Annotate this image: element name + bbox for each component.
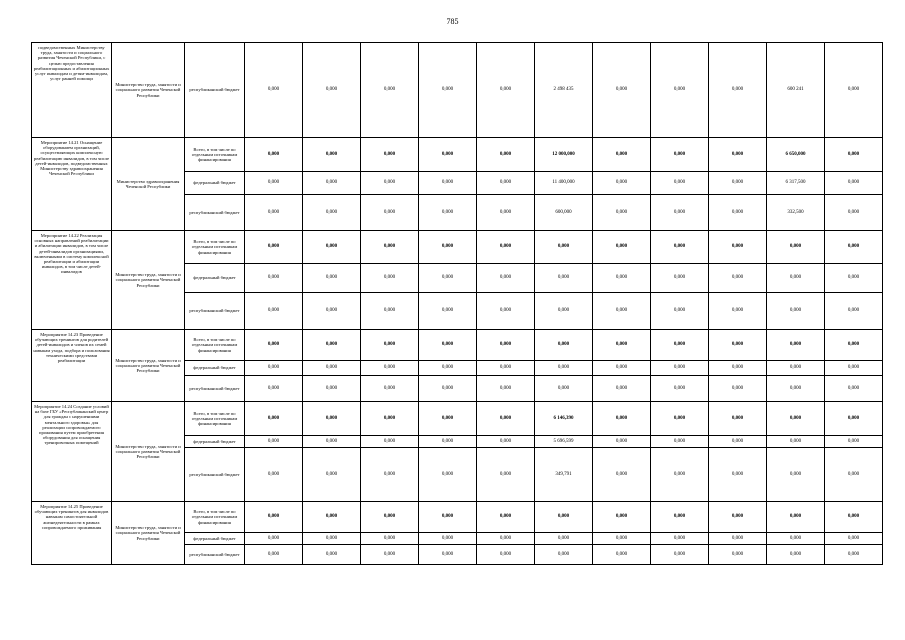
table-row (32, 402, 883, 436)
amount-cell: 600 241 (767, 43, 825, 138)
funding-source: республиканский бюджет (185, 448, 245, 502)
amount-cell: 0,000 (419, 533, 477, 545)
executor: Министерство труда, занятости и социального развития Чеченской Республики (112, 330, 185, 402)
amount-cell: 0,000 (245, 138, 303, 172)
funding-source: республиканский бюджет (185, 545, 245, 565)
amount-cell: 0,000 (593, 195, 651, 231)
amount-cell: 0,000 (245, 545, 303, 565)
funding-source: республиканский бюджет (185, 43, 245, 138)
funding-source: республиканский бюджет (185, 376, 245, 402)
amount-cell: 0,000 (593, 361, 651, 376)
amount-cell: 0,000 (303, 436, 361, 448)
amount-cell: 0,000 (361, 436, 419, 448)
amount-cell: 0,000 (419, 195, 477, 231)
amount-cell: 0,000 (709, 361, 767, 376)
amount-cell: 0,000 (709, 402, 767, 436)
amount-cell: 0,000 (361, 376, 419, 402)
executor: Министерство труда, занятости и социального развития Чеченской Республики (112, 502, 185, 565)
budget-table (31, 42, 883, 565)
funding-source: Всего, в том числе по отдельным источникам финансирования (185, 402, 245, 436)
table-row (32, 43, 883, 138)
amount-cell: 0,000 (825, 138, 883, 172)
amount-cell: 0,000 (767, 361, 825, 376)
amount-cell: 0,000 (419, 402, 477, 436)
amount-cell: 0,000 (825, 172, 883, 195)
amount-cell: 0,000 (245, 361, 303, 376)
amount-cell: 0,000 (477, 545, 535, 565)
amount-cell: 0,000 (477, 502, 535, 533)
amount-cell: 11 400,000 (535, 172, 593, 195)
amount-cell: 0,000 (593, 293, 651, 330)
amount-cell: 5 696,599 (535, 436, 593, 448)
amount-cell: 0,000 (303, 533, 361, 545)
amount-cell: 0,000 (593, 436, 651, 448)
amount-cell: 0,000 (535, 545, 593, 565)
amount-cell: 0,000 (303, 502, 361, 533)
amount-cell: 0,000 (767, 533, 825, 545)
amount-cell: 0,000 (419, 264, 477, 293)
amount-cell: 0,000 (361, 138, 419, 172)
amount-cell: 0,000 (651, 436, 709, 448)
amount-cell: 0,000 (651, 402, 709, 436)
amount-cell: 0,000 (245, 293, 303, 330)
amount-cell: 2 498 435 (535, 43, 593, 138)
table-row (32, 330, 883, 361)
amount-cell: 0,000 (245, 402, 303, 436)
amount-cell: 0,000 (477, 264, 535, 293)
amount-cell: 0,000 (651, 43, 709, 138)
amount-cell: 0,000 (709, 545, 767, 565)
amount-cell: 0,000 (535, 502, 593, 533)
amount-cell: 0,000 (477, 376, 535, 402)
amount-cell: 0,000 (361, 264, 419, 293)
amount-cell: 0,000 (477, 293, 535, 330)
amount-cell: 6 650,000 (767, 138, 825, 172)
amount-cell: 0,000 (593, 330, 651, 361)
amount-cell: 0,000 (709, 195, 767, 231)
amount-cell: 0,000 (651, 264, 709, 293)
amount-cell: 0,000 (245, 231, 303, 264)
table-row (32, 502, 883, 533)
amount-cell: 0,000 (825, 533, 883, 545)
amount-cell: 0,000 (767, 502, 825, 533)
amount-cell: 0,000 (651, 545, 709, 565)
amount-cell: 0,000 (419, 361, 477, 376)
amount-cell: 0,000 (825, 361, 883, 376)
amount-cell: 349,791 (535, 448, 593, 502)
amount-cell: 0,000 (419, 138, 477, 172)
amount-cell: 0,000 (477, 361, 535, 376)
amount-cell: 0,000 (593, 231, 651, 264)
amount-cell: 0,000 (709, 264, 767, 293)
funding-source: республиканский бюджет (185, 195, 245, 231)
funding-source: Всего, в том числе по отдельным источникам финансирования (185, 330, 245, 361)
amount-cell: 0,000 (709, 448, 767, 502)
amount-cell: 0,000 (651, 195, 709, 231)
amount-cell: 0,000 (419, 545, 477, 565)
amount-cell: 0,000 (245, 195, 303, 231)
amount-cell: 0,000 (651, 231, 709, 264)
amount-cell: 0,000 (825, 231, 883, 264)
amount-cell: 0,000 (651, 172, 709, 195)
amount-cell: 0,000 (651, 330, 709, 361)
amount-cell: 0,000 (825, 330, 883, 361)
amount-cell: 0,000 (709, 43, 767, 138)
amount-cell: 0,000 (593, 43, 651, 138)
amount-cell: 0,000 (245, 330, 303, 361)
amount-cell: 0,000 (535, 264, 593, 293)
amount-cell: 6 317,500 (767, 172, 825, 195)
event-name: Мероприятие 14.25 Проведение обучающих тренингов для инвалидов навыкам самостоятельной жизнедеятельности в рамках сопровождаемого проживания (32, 502, 112, 565)
amount-cell: 0,000 (303, 43, 361, 138)
amount-cell: 0,000 (709, 172, 767, 195)
amount-cell: 0,000 (303, 330, 361, 361)
amount-cell: 0,000 (303, 264, 361, 293)
amount-cell: 0,000 (303, 361, 361, 376)
amount-cell: 0,000 (361, 502, 419, 533)
amount-cell: 0,000 (709, 293, 767, 330)
amount-cell: 0,000 (245, 264, 303, 293)
amount-cell: 0,000 (477, 436, 535, 448)
amount-cell: 0,000 (825, 448, 883, 502)
amount-cell: 0,000 (825, 545, 883, 565)
amount-cell: 0,000 (245, 533, 303, 545)
amount-cell: 0,000 (825, 436, 883, 448)
executor: Министерство здравоохранения Чеченской Республики (112, 138, 185, 231)
amount-cell: 0,000 (593, 172, 651, 195)
amount-cell: 0,000 (651, 502, 709, 533)
funding-source: республиканский бюджет (185, 293, 245, 330)
event-name: Мероприятие 14.23 Проведение обучающих тренингов для родителей детей-инвалидов и членов их семей навыкам ухода, подбора и пользования техническими средствами реабилитации (32, 330, 112, 402)
amount-cell: 0,000 (361, 361, 419, 376)
amount-cell: 0,000 (709, 138, 767, 172)
funding-source: федеральный бюджет (185, 172, 245, 195)
amount-cell: 332,500 (767, 195, 825, 231)
amount-cell: 0,000 (709, 436, 767, 448)
amount-cell: 0,000 (767, 376, 825, 402)
amount-cell: 0,000 (245, 43, 303, 138)
amount-cell: 0,000 (245, 376, 303, 402)
amount-cell: 0,000 (303, 195, 361, 231)
amount-cell: 0,000 (361, 533, 419, 545)
amount-cell: 0,000 (477, 195, 535, 231)
amount-cell: 0,000 (477, 402, 535, 436)
event-name: Мероприятие 14.22 Реализация основных направлений реабилитации и абилитации инвалидов, в том числе детей-инвалидов организациями, включенными в систему комплексной реабилитации и абилитации инвалидов, в том числе детей-инвалидов (32, 231, 112, 330)
amount-cell: 0,000 (361, 231, 419, 264)
amount-cell: 0,000 (593, 264, 651, 293)
amount-cell: 0,000 (303, 376, 361, 402)
amount-cell: 600,000 (535, 195, 593, 231)
amount-cell: 0,000 (477, 448, 535, 502)
amount-cell: 0,000 (477, 231, 535, 264)
amount-cell: 0,000 (767, 402, 825, 436)
amount-cell: 0,000 (361, 43, 419, 138)
amount-cell: 0,000 (709, 231, 767, 264)
amount-cell: 0,000 (303, 545, 361, 565)
amount-cell: 0,000 (535, 361, 593, 376)
amount-cell: 0,000 (303, 448, 361, 502)
amount-cell: 0,000 (825, 502, 883, 533)
amount-cell: 0,000 (245, 448, 303, 502)
amount-cell: 0,000 (245, 502, 303, 533)
amount-cell: 0,000 (361, 402, 419, 436)
amount-cell: 0,000 (303, 231, 361, 264)
event-name: подведомственных Министерству труда, занятости и социального развития Чеченской Республики, с целью предоставления реабилитационных и абилитационных услуг инвалидам и детям-инвалидам, услуг ранней помощи (32, 43, 112, 138)
amount-cell: 12 000,000 (535, 138, 593, 172)
amount-cell: 0,000 (245, 172, 303, 195)
amount-cell: 0,000 (303, 138, 361, 172)
table-row (32, 138, 883, 172)
amount-cell: 0,000 (651, 361, 709, 376)
amount-cell: 0,000 (593, 402, 651, 436)
amount-cell: 0,000 (709, 533, 767, 545)
funding-source: федеральный бюджет (185, 533, 245, 545)
amount-cell: 0,000 (825, 293, 883, 330)
amount-cell: 0,000 (767, 436, 825, 448)
amount-cell: 0,000 (303, 293, 361, 330)
amount-cell: 0,000 (361, 330, 419, 361)
amount-cell: 0,000 (593, 448, 651, 502)
amount-cell: 0,000 (419, 448, 477, 502)
amount-cell: 0,000 (477, 138, 535, 172)
amount-cell: 0,000 (825, 195, 883, 231)
amount-cell: 0,000 (767, 264, 825, 293)
funding-source: федеральный бюджет (185, 264, 245, 293)
amount-cell: 0,000 (535, 330, 593, 361)
amount-cell: 0,000 (303, 402, 361, 436)
amount-cell: 6 146,390 (535, 402, 593, 436)
amount-cell: 0,000 (535, 533, 593, 545)
funding-source: Всего, в том числе по отдельным источникам финансирования (185, 502, 245, 533)
amount-cell: 0,000 (825, 402, 883, 436)
amount-cell: 0,000 (651, 138, 709, 172)
amount-cell: 0,000 (767, 231, 825, 264)
amount-cell: 0,000 (419, 172, 477, 195)
event-name: Мероприятие 14.21 Оснащение оборудованием организаций, осуществляющих комплексную реабилитацию инвалидов, в том числе детей-инвалидов, подведомственных Министерству здравоохранения Чеченской Республики (32, 138, 112, 231)
amount-cell: 0,000 (361, 195, 419, 231)
amount-cell: 0,000 (651, 448, 709, 502)
executor: Министерство труда, занятости и социального развития Чеченской Республики (112, 231, 185, 330)
amount-cell: 0,000 (709, 376, 767, 402)
amount-cell: 0,000 (245, 436, 303, 448)
amount-cell: 0,000 (303, 172, 361, 195)
amount-cell: 0,000 (593, 138, 651, 172)
amount-cell: 0,000 (767, 293, 825, 330)
amount-cell: 0,000 (593, 533, 651, 545)
funding-source: Всего, в том числе по отдельным источникам финансирования (185, 231, 245, 264)
amount-cell: 0,000 (361, 172, 419, 195)
amount-cell: 0,000 (419, 43, 477, 138)
amount-cell: 0,000 (825, 264, 883, 293)
amount-cell: 0,000 (477, 330, 535, 361)
amount-cell: 0,000 (419, 231, 477, 264)
amount-cell: 0,000 (477, 533, 535, 545)
executor: Министерство труда, занятости и социального развития Чеченской Республики (112, 43, 185, 138)
amount-cell: 0,000 (361, 448, 419, 502)
funding-source: федеральный бюджет (185, 436, 245, 448)
amount-cell: 0,000 (825, 376, 883, 402)
amount-cell: 0,000 (709, 330, 767, 361)
amount-cell: 0,000 (593, 376, 651, 402)
amount-cell: 0,000 (651, 376, 709, 402)
page-number: 785 (446, 17, 459, 26)
amount-cell: 0,000 (419, 293, 477, 330)
amount-cell: 0,000 (767, 330, 825, 361)
amount-cell: 0,000 (651, 293, 709, 330)
amount-cell: 0,000 (419, 436, 477, 448)
funding-source: Всего, в том числе по отдельным источникам финансирования (185, 138, 245, 172)
amount-cell: 0,000 (361, 545, 419, 565)
amount-cell: 0,000 (825, 43, 883, 138)
amount-cell: 0,000 (419, 376, 477, 402)
amount-cell: 0,000 (477, 172, 535, 195)
amount-cell: 0,000 (709, 502, 767, 533)
amount-cell: 0,000 (419, 330, 477, 361)
funding-source: федеральный бюджет (185, 361, 245, 376)
amount-cell: 0,000 (651, 533, 709, 545)
amount-cell: 0,000 (477, 43, 535, 138)
amount-cell: 0,000 (767, 545, 825, 565)
amount-cell: 0,000 (535, 376, 593, 402)
amount-cell: 0,000 (535, 293, 593, 330)
amount-cell: 0,000 (419, 502, 477, 533)
event-name: Мероприятие 14.24 Создание условий на базе ГБУ «Республиканский центр для граждан с нарушениями ментального здоровья» для реализации сопровождаемого проживания путем приобретения оборудования для оснащения тренировочных помещений (32, 402, 112, 502)
amount-cell: 0,000 (767, 448, 825, 502)
amount-cell: 0,000 (361, 293, 419, 330)
amount-cell: 0,000 (535, 231, 593, 264)
amount-cell: 0,000 (593, 545, 651, 565)
amount-cell: 0,000 (593, 502, 651, 533)
executor: Министерство труда, занятости и социального развития Чеченской Республики (112, 402, 185, 502)
table-row (32, 231, 883, 264)
